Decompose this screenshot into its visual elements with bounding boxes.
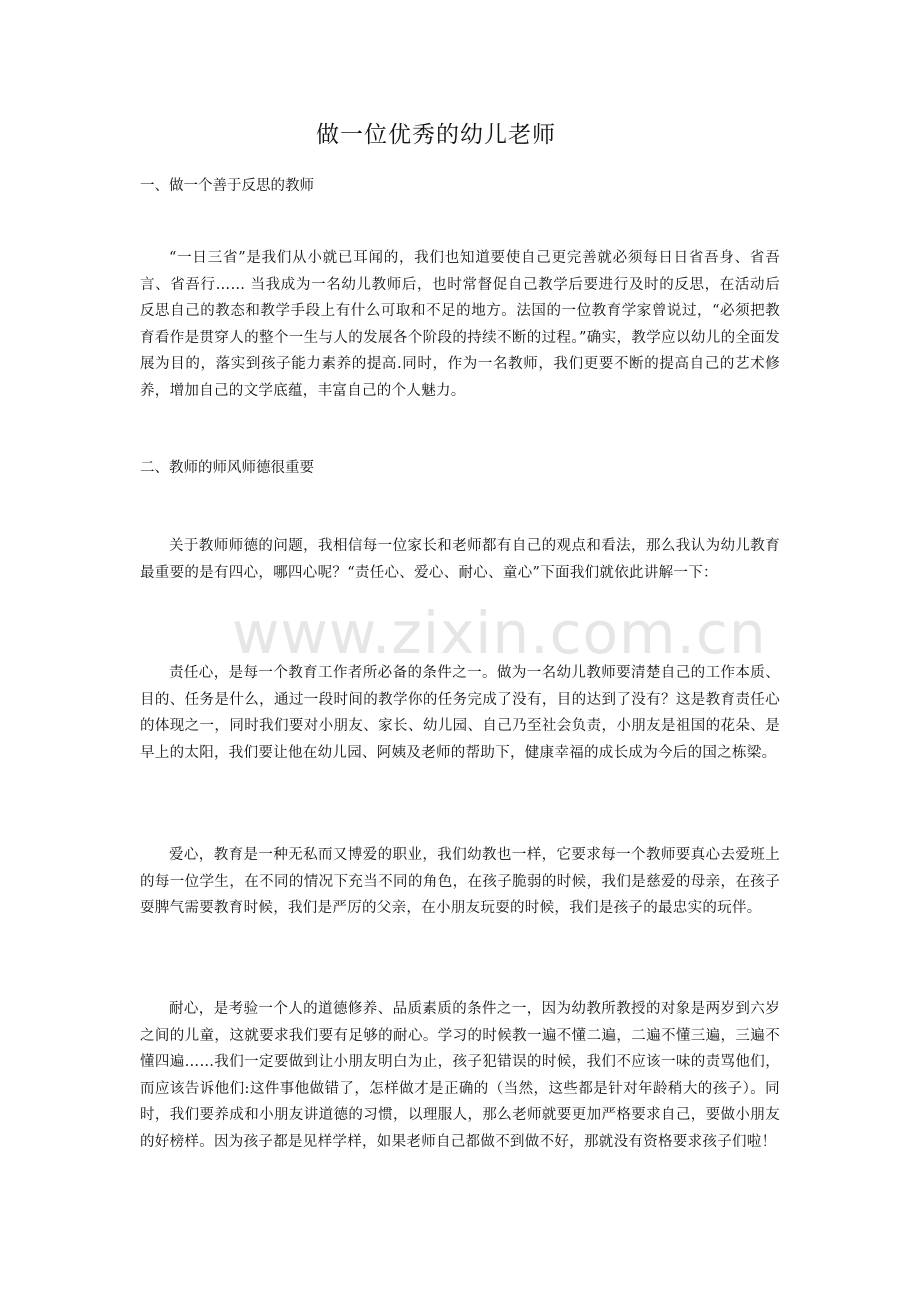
paragraph-responsibility: 责任心，是每一个教育工作者所必备的条件之一。做为一名幼儿教师要清楚自己的工作本质、目的、任务是什么，通过一段时间的教学你的任务完成了没有，目的达到了没有？这是教育责任心的体现之一，同时我们要对小朋友、家长、幼儿园、自己乃至社会负责，小朋友是祖国的花朵、是早上的太阳，我们要让他在幼儿园、阿姨及老师的帮助下，健康幸福的成长成为今后的国之栋梁。	[140, 665, 780, 761]
page-title: 做一位优秀的幼儿老师	[316, 122, 556, 148]
paragraph-four-hearts-intro: 关于教师师德的问题，我相信每一位家长和老师都有自己的观点和看法，那么我认为幼儿教育最重要的是有四心，哪四心呢？“责任心、爱心、耐心、童心”下面我们就依此讲解一下：	[140, 538, 780, 581]
paragraph-reflection: “一日三省”是我们从小就已耳闻的，我们也知道要使自己更完善就必须每日日省吾身、省吾言、省吾行…… 当我成为一名幼儿教师后，也时常督促自己教学后要进行及时的反思，在活动后反思自己的教态和教学手段上有什么可取和不足的地方。法国的一位教育学家曾说过，“必须把教育看作是贯穿人的整个一生与人的发展各个阶段的持续不断的过程。”确实，教学应以幼儿的全面发展为目的，落实到孩子能力素养的提高.同时，作为一名教师，我们更要不断的提高自己的艺术修养，增加自己的文学底蕴，丰富自己的个人魅力。	[140, 250, 780, 399]
watermark: www.zixin.com.cn	[232, 599, 767, 667]
paragraph-patience: 耐心，是考验一个人的道德修养、品质素质的条件之一，因为幼教所教授的对象是两岁到六岁之间的儿童，这就要求我们要有足够的耐心。学习的时候教一遍不懂二遍，二遍不懂三遍，三遍不懂四遍……我们一定要做到让小朋友明白为止，孩子犯错误的时候，我们不应该一味的责骂他们，而应该告诉他们:这件事他做错了，怎样做才是正确的（当然，这些都是针对年龄稍大的孩子）。同时，我们要养成和小朋友讲道德的习惯，以理服人，那么老师就要更加严格要求自己，要做小朋友的好榜样。因为孩子都是见样学样，如果老师自己都做不到做不好，那就没有资格要求孩子们啦！	[140, 1001, 780, 1150]
paragraph-love: 爱心，教育是一种无私而又博爱的职业，我们幼教也一样，它要求每一个教师要真心去爱班上的每一位学生，在不同的情况下充当不同的角色，在孩子脆弱的时候，我们是慈爱的母亲，在孩子耍脾气需要教育时候，我们是严厉的父亲，在小朋友玩耍的时候，我们是孩子的最忠实的玩伴。	[140, 847, 780, 916]
section-heading-reflection: 一、做一个善于反思的教师	[140, 178, 314, 194]
section-heading-ethics: 二、教师的师风师德很重要	[140, 460, 314, 476]
